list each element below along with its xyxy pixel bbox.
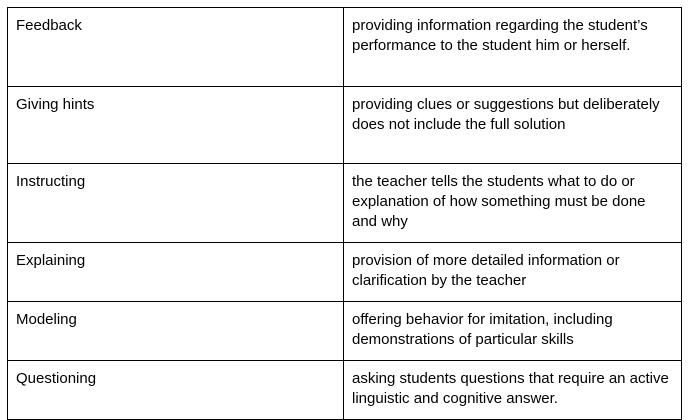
term-cell: Instructing: [8, 164, 344, 243]
table-row: [8, 87, 682, 164]
definition-cell: provision of more detailed information or clarification by the teacher: [344, 243, 682, 302]
table-row: [8, 164, 682, 243]
term-cell: Questioning: [8, 361, 344, 420]
term-cell: Feedback: [8, 8, 344, 87]
term-cell: Modeling: [8, 302, 344, 361]
definition-cell: providing information regarding the student’s performance to the student him or herself.: [344, 8, 682, 87]
definition-cell: asking students questions that require an active linguistic and cognitive answer.: [344, 361, 682, 420]
definition-cell: providing clues or suggestions but deliberately does not include the full solution: [344, 87, 682, 164]
definition-cell: the teacher tells the students what to do or explanation of how something must be done and why: [344, 164, 682, 243]
definitions-table-container: [7, 7, 681, 420]
table-row: [8, 243, 682, 302]
table-row: [8, 8, 682, 87]
term-cell: Explaining: [8, 243, 344, 302]
definitions-table: [7, 7, 682, 420]
term-cell: Giving hints: [8, 87, 344, 164]
definition-cell: offering behavior for imitation, including demonstrations of particular skills: [344, 302, 682, 361]
table-row: [8, 302, 682, 361]
